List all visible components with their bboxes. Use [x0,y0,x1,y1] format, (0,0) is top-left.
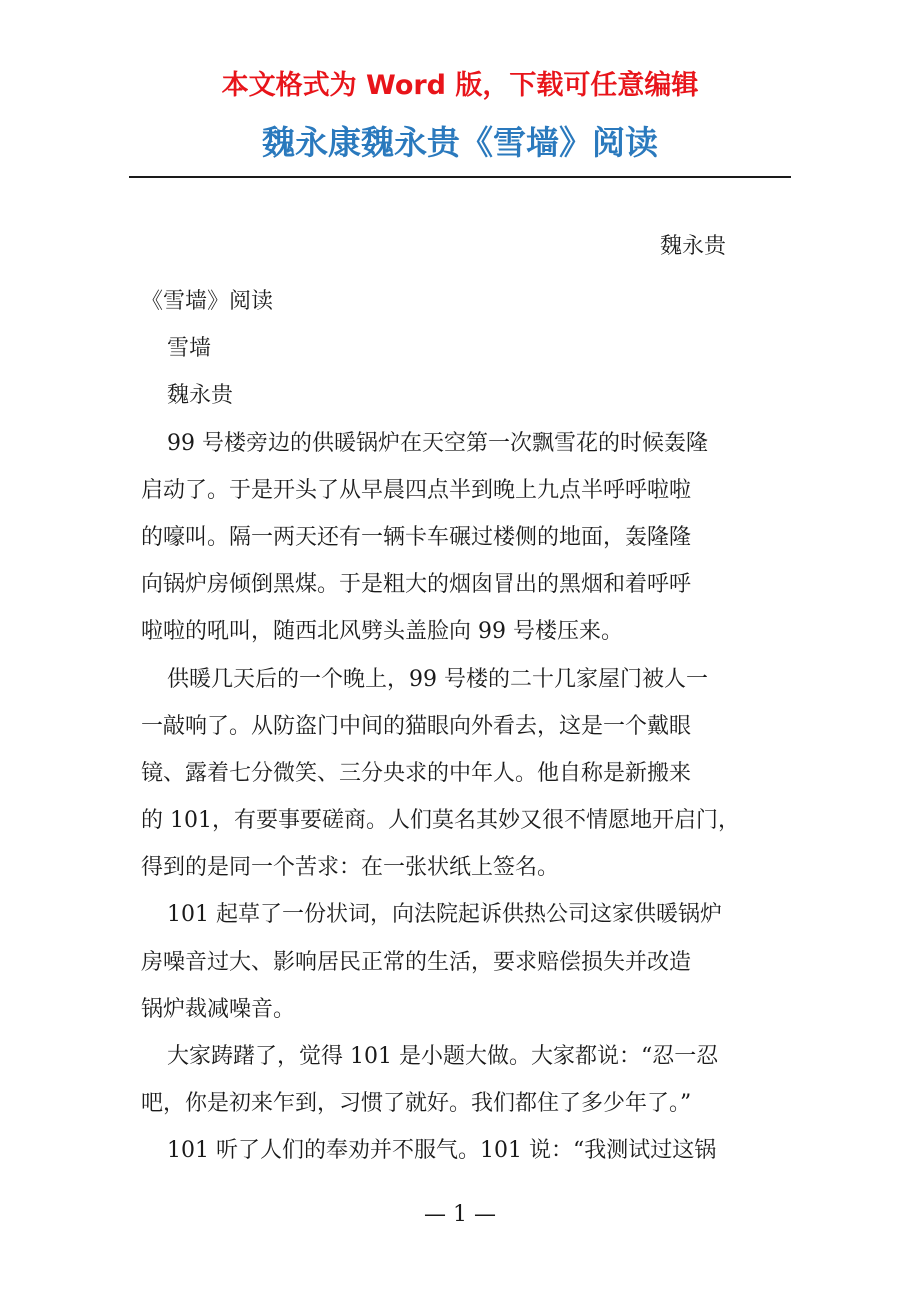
page-number: — 1 — [424,1202,496,1227]
text-line: 的 101，有要事要磋商。人们莫名其妙又很不情愿地开启门， [141,808,740,834]
article-body [141,278,791,1175]
text-line: 镜、露着七分微笑、三分央求的中年人。他自称是新搬来 [141,760,692,786]
text-line: 的嚎叫。隔一两天还有一辆卡车碾过楼侧的地面，轰隆隆 [141,524,692,550]
text-line: 锅炉裁减噪音。 [141,996,296,1022]
document-title: 魏永康魏永贵《雪墙》阅读 [262,123,658,162]
text-line: 得到的是同一个苦求：在一张状纸上签名。 [141,855,560,881]
text-line: 供暖几天后的一个晚上，99 号楼的二十几家屋门被人一 [167,666,708,692]
text-line: 99 号楼旁边的供暖锅炉在天空第一次飘雪花的时候轰隆 [167,430,708,456]
text-line: 一敲响了。从防盗门中间的猫眼向外看去，这是一个戴眼 [141,713,692,739]
format-banner: 本文格式为 Word 版，下载可任意编辑 [221,70,699,101]
text-line: 101 起草了一份状词，向法院起诉供热公司这家供暖锅炉 [167,902,722,928]
text-line: 启动了。于是开头了从早晨四点半到晚上九点半呼呼啦啦 [141,477,692,503]
text-line: 雪墙 [167,336,212,362]
text-line: 《雪墙》阅读 [141,289,274,314]
text-line: 魏永贵 [167,383,234,409]
author-name: 魏永贵 [660,234,727,259]
text-line: 向锅炉房倾倒黑煤。于是粗大的烟囱冒出的黑烟和着呼呼 [141,572,692,598]
text-line: 101 听了人们的奉劝并不服气。101 说：“我测试过这锅 [167,1138,717,1164]
text-line: 房噪音过大、影响居民正常的生活，要求赔偿损失并改造 [141,949,692,975]
text-line: 大家踌躇了，觉得 101 是小题大做。大家都说：“忍一忍 [167,1044,719,1069]
header-divider [129,176,791,178]
text-line: 啦啦的吼叫，随西北风劈头盖脸向 99 号楼压来。 [141,619,623,645]
text-line: 吧，你是初来乍到，习惯了就好。我们都住了多少年了。” [141,1091,692,1117]
